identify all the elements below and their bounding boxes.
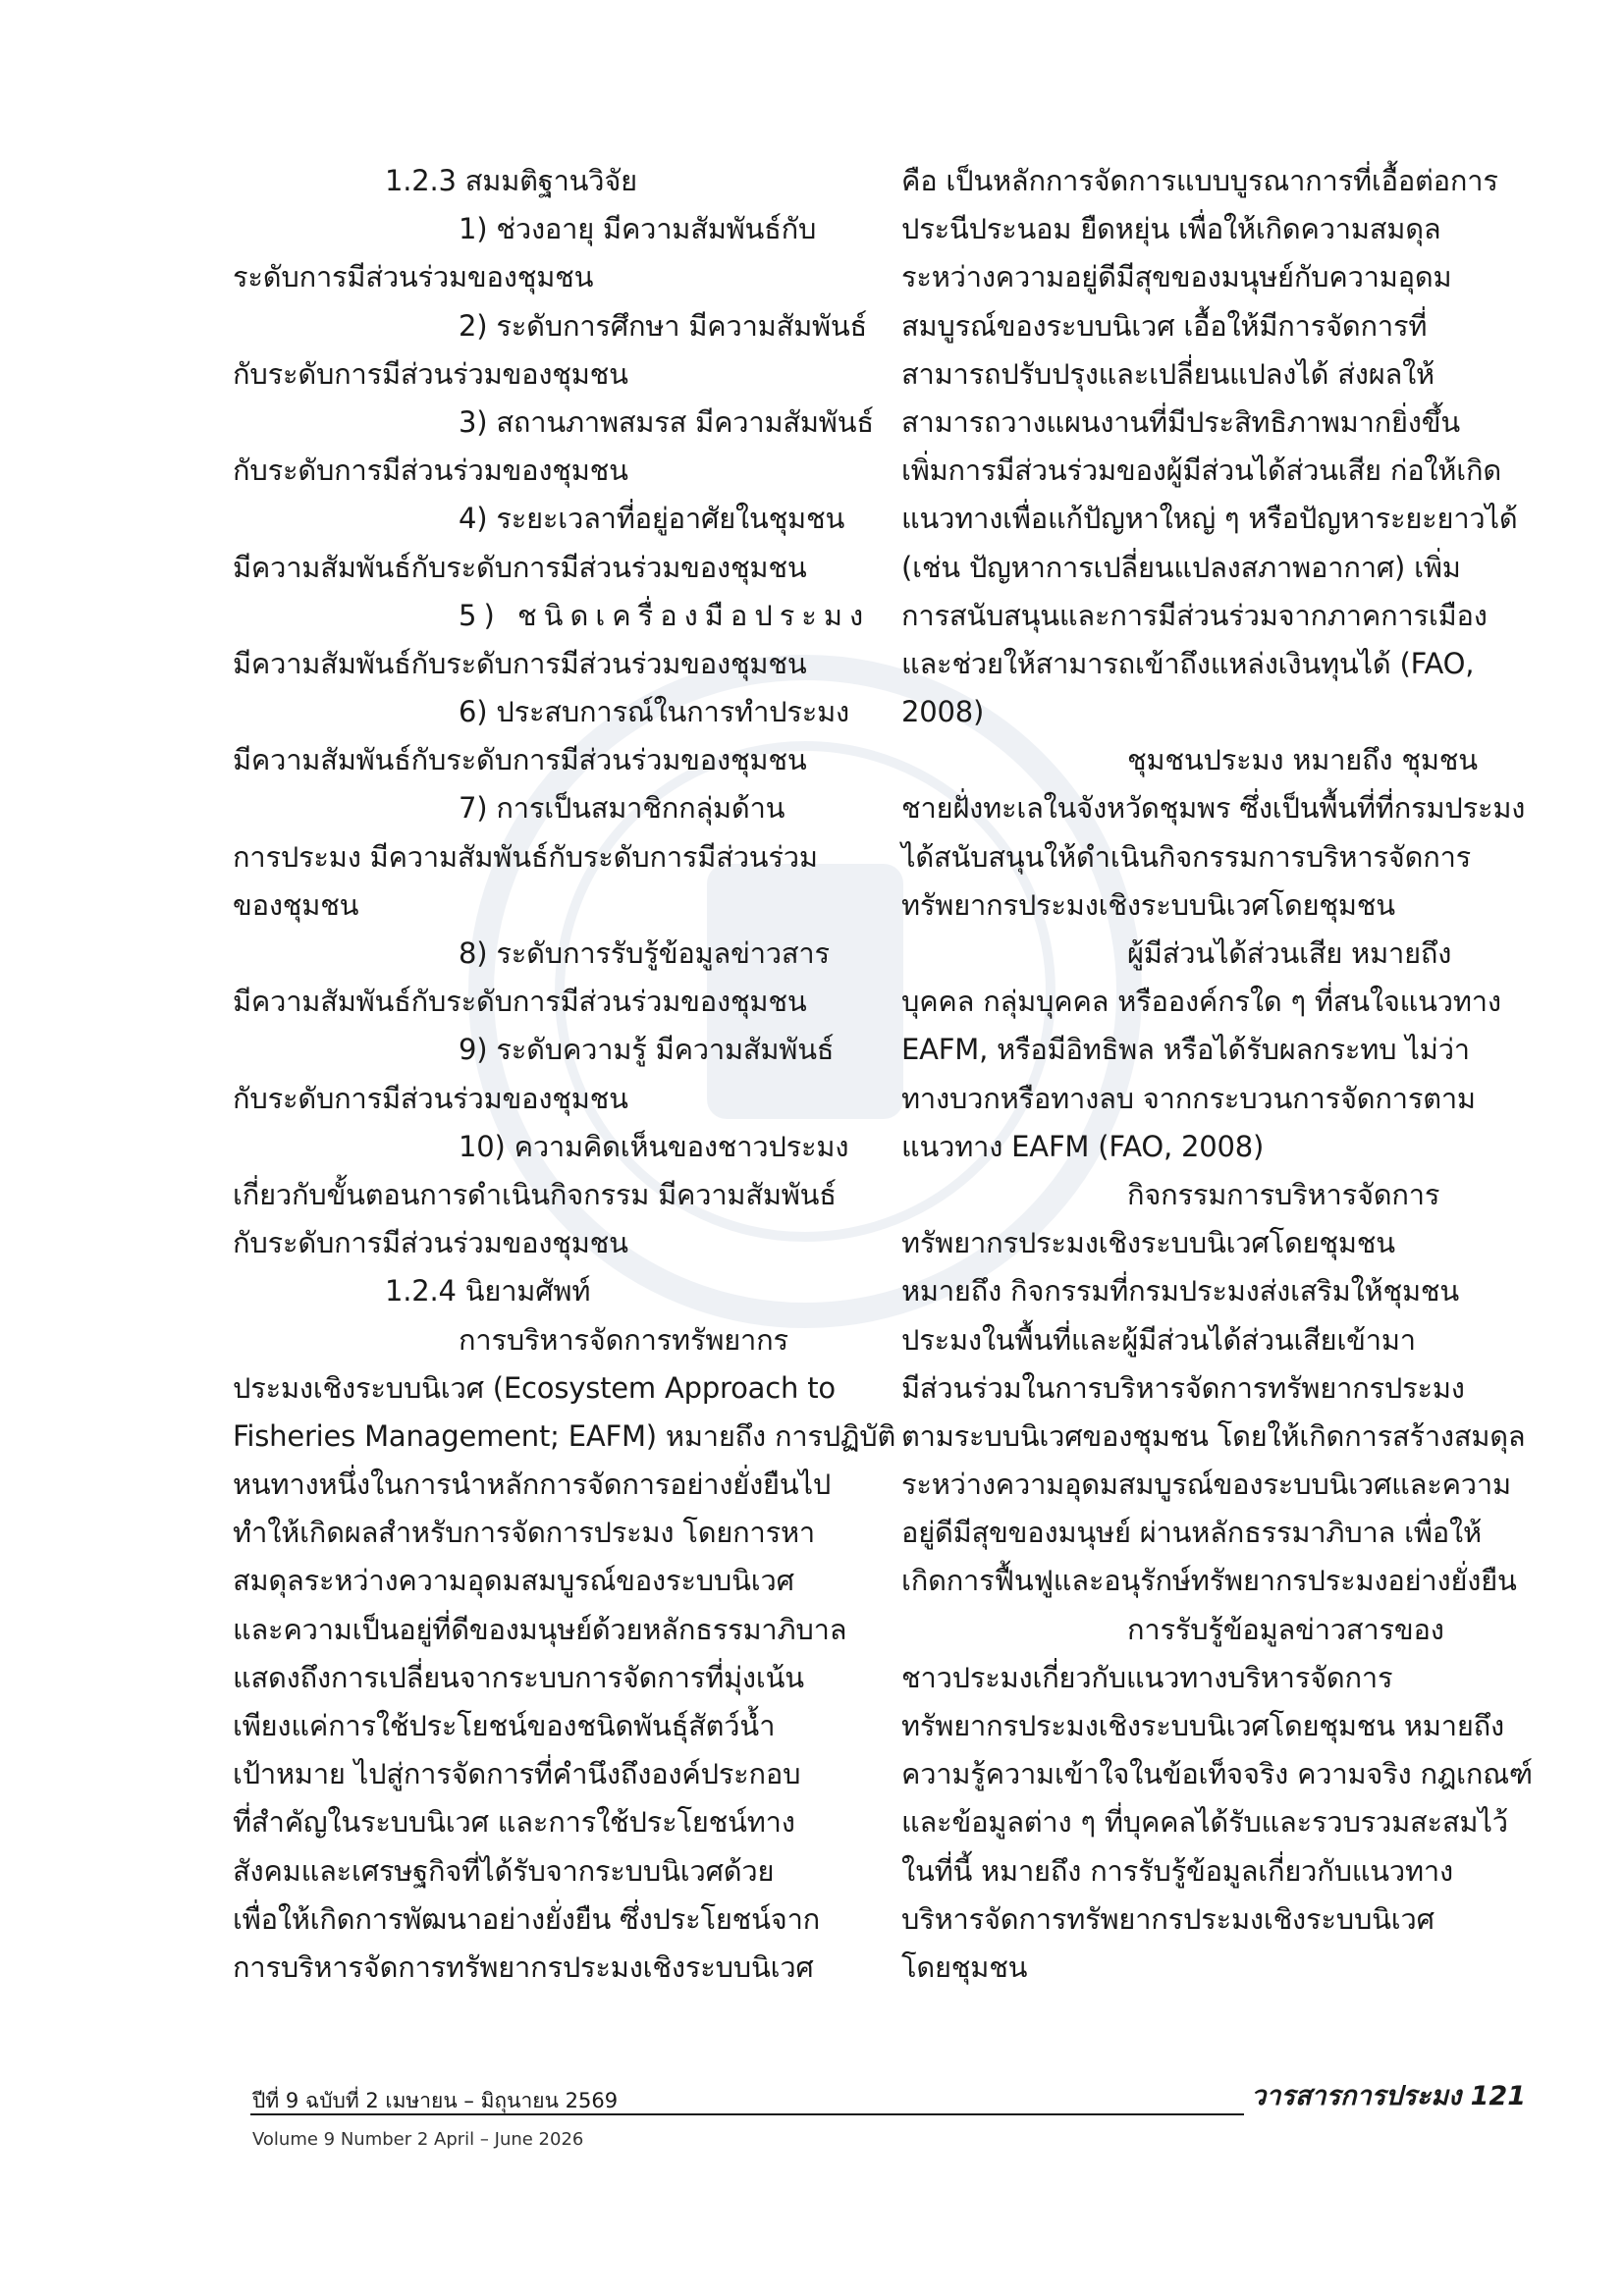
text-line: สมดุลระหว่างความอุดมสมบูรณ์ของระบบนิเวศ <box>233 1564 794 1598</box>
hypothesis-2-start: 2) ระดับการศึกษา มีความสัมพันธ์ <box>459 308 868 343</box>
term-management-activity: กิจกรรมการบริหารจัดการ <box>1127 1177 1440 1211</box>
text-line: ประมงในพื้นที่และผู้มีส่วนได้ส่วนเสียเข้ามา <box>901 1322 1416 1357</box>
text-line: สามารถวางแผนงานที่มีประสิทธิภาพมากยิ่งขึ้น <box>901 404 1461 439</box>
text-line: แนวทาง EAFM (FAO, 2008) <box>901 1129 1265 1163</box>
text-line: ทรัพยากรประมงเชิงระบบนิเวศโดยชุมชน <box>901 1226 1395 1260</box>
hypothesis-10-start: 10) ความคิดเห็นของชาวประมง <box>459 1129 849 1163</box>
text-line: เพียงแค่การใช้ประโยชน์ของชนิดพันธุ์สัตว์น้ำ <box>233 1709 776 1742</box>
text-line: มีความสัมพันธ์กับระดับการมีส่วนร่วมของชุมชน <box>233 550 807 584</box>
hypothesis-7-start: 7) การเป็นสมาชิกกลุ่มด้าน <box>459 791 785 826</box>
text-line: สังคมและเศรษฐกิจที่ได้รับจากระบบนิเวศด้วย <box>233 1853 775 1888</box>
text-line: ความรู้ความเข้าใจในข้อเท็จจริง ความจริง กฎเกณฑ์ <box>901 1757 1533 1791</box>
hypothesis-8-start: 8) ระดับการรับรู้ข้อมูลข่าวสาร <box>459 936 830 970</box>
text-line: ทำให้เกิดผลสำหรับการจัดการประมง โดยการหา <box>233 1516 815 1550</box>
text-line: สามารถปรับปรุงและเปลี่ยนแปลงได้ ส่งผลให้ <box>901 356 1435 391</box>
text-line: กับระดับการมีส่วนร่วมของชุมชน <box>233 356 628 391</box>
text-line: หมายถึง กิจกรรมที่กรมประมงส่งเสริมให้ชุมชน <box>901 1274 1459 1308</box>
text-line: สมบูรณ์ของระบบนิเวศ เอื้อให้มีการจัดการที่ <box>901 308 1428 343</box>
text-line: แนวทางเพื่อแก้ปัญหาใหญ่ ๆ หรือปัญหาระยะยาวได้ <box>901 502 1518 536</box>
subheading-definitions: 1.2.4 นิยามศัพท์ <box>385 1274 591 1308</box>
text-line: (เช่น ปัญหาการเปลี่ยนแปลงสภาพอากาศ) เพิ่ม <box>901 550 1461 584</box>
text-line: หนทางหนึ่งในการนำหลักการจัดการอย่างยั่งยืนไป <box>233 1468 832 1502</box>
text-line: บริหารจัดการทรัพยากรประมงเชิงระบบนิเวศ <box>901 1901 1435 1936</box>
text-line: EAFM, หรือมีอิทธิพล หรือได้รับผลกระทบ ไม่ว่า <box>901 1033 1470 1067</box>
text-line: 2008) <box>901 695 985 729</box>
text-line: มีส่วนร่วมในการบริหารจัดการทรัพยากรประมง <box>901 1370 1465 1405</box>
hypothesis-4-start: 4) ระยะเวลาที่อยู่อาศัยในชุมชน <box>459 502 845 536</box>
text-line: บุคคล กลุ่มบุคคล หรือองค์กรใด ๆ ที่สนใจแนวทาง <box>901 985 1501 1019</box>
hypothesis-1-start: 1) ช่วงอายุ มีความสัมพันธ์กับ <box>459 212 817 246</box>
text-line: Fisheries Management; EAFM) หมายถึง การปฏิบัติ <box>233 1418 896 1453</box>
hypothesis-3-start: 3) สถานภาพสมรส มีความสัมพันธ์ <box>459 404 874 439</box>
text-line: และความเป็นอยู่ที่ดีของมนุษย์ด้วยหลักธรรมาภิบาล <box>233 1612 847 1646</box>
text-line: ตามระบบนิเวศของชุมชน โดยให้เกิดการสร้างสมดุล <box>901 1418 1526 1453</box>
text-line: มีความสัมพันธ์กับระดับการมีส่วนร่วมของชุมชน <box>233 743 807 777</box>
text-line: อยู่ดีมีสุขของมนุษย์ ผ่านหลักธรรมาภิบาล เพื่อให้ <box>901 1516 1482 1550</box>
text-line: ระหว่างความอุดมสมบูรณ์ของระบบนิเวศและความ <box>901 1468 1511 1502</box>
text-line: ระดับการมีส่วนร่วมของชุมชน <box>233 260 594 294</box>
hypothesis-6-start: 6) ประสบการณ์ในการทำประมง <box>459 695 850 729</box>
text-line: มีความสัมพันธ์กับระดับการมีส่วนร่วมของชุมชน <box>233 985 807 1019</box>
footer-issue-thai: ปีที่ 9 ฉบับที่ 2 เมษายน – มิถุนายน 2569 <box>252 2089 619 2112</box>
footer-issue-english: Volume 9 Number 2 April – June 2026 <box>252 2129 584 2150</box>
text-line: โดยชุมชน <box>901 1949 1028 1984</box>
term-information-perception: การรับรู้ข้อมูลข่าวสารของ <box>1127 1612 1444 1646</box>
hypothesis-9-start: 9) ระดับความรู้ มีความสัมพันธ์ <box>459 1033 835 1067</box>
text-line: การประมง มีความสัมพันธ์กับระดับการมีส่วนร่วม <box>233 839 818 874</box>
text-line: และช่วยให้สามารถเข้าถึงแหล่งเงินทุนได้ (FAO, <box>901 646 1475 680</box>
text-line: ทางบวกหรือทางลบ จากกระบวนการจัดการตาม <box>901 1081 1476 1115</box>
hypothesis-5-start: 5) ชนิดเครื่องมือประมง <box>459 598 871 632</box>
footer-journal-page-number: วารสารการประมง 121 <box>1251 2081 1526 2111</box>
text-line: ทรัพยากรประมงเชิงระบบนิเวศโดยชุมชน <box>901 887 1395 922</box>
text-line: ประนีประนอม ยืดหยุ่น เพื่อให้เกิดความสมดุล <box>901 212 1441 246</box>
subheading-hypotheses: 1.2.3 สมมติฐานวิจัย <box>385 164 637 197</box>
text-line: ทรัพยากรประมงเชิงระบบนิเวศโดยชุมชน หมายถึง <box>901 1709 1504 1742</box>
text-line: กับระดับการมีส่วนร่วมของชุมชน <box>233 1081 628 1115</box>
text-line: การบริหารจัดการทรัพยากรประมงเชิงระบบนิเวศ <box>233 1949 814 1984</box>
text-line: เกิดการฟื้นฟูและอนุรักษ์ทรัพยากรประมงอย่างยั่งยืน <box>901 1564 1517 1598</box>
text-line: เพื่อให้เกิดการพัฒนาอย่างยั่งยืน ซึ่งประโยชน์จาก <box>233 1901 821 1936</box>
text-line: และข้อมูลต่าง ๆ ที่บุคคลได้รับและรวบรวมสะสมไว้ <box>901 1805 1508 1840</box>
text-line: ประมงเชิงระบบนิเวศ (Ecosystem Approach to <box>233 1370 836 1405</box>
left-column <box>233 157 896 1992</box>
right-column <box>901 157 1533 1992</box>
text-line: เพิ่มการมีส่วนร่วมของผู้มีส่วนได้ส่วนเสีย ก่อให้เกิด <box>901 454 1501 488</box>
text-line: มีความสัมพันธ์กับระดับการมีส่วนร่วมของชุมชน <box>233 646 807 680</box>
text-line: คือ เป็นหลักการจัดการแบบบูรณาการที่เอื้อต่อการ <box>901 164 1498 197</box>
text-line: ได้สนับสนุนให้ดำเนินกิจกรรมการบริหารจัดการ <box>901 839 1472 874</box>
text-line: ในที่นี้ หมายถึง การรับรู้ข้อมูลเกี่ยวกับแนวทาง <box>901 1853 1453 1888</box>
term-stakeholder: ผู้มีส่วนได้ส่วนเสีย หมายถึง <box>1127 936 1452 970</box>
text-line: เป้าหมาย ไปสู่การจัดการที่คำนึงถึงองค์ประกอบ <box>233 1757 801 1791</box>
text-line: ระหว่างความอยู่ดีมีสุขของมนุษย์กับความอุดม <box>901 260 1452 294</box>
text-line: กับระดับการมีส่วนร่วมของชุมชน <box>233 454 628 488</box>
text-line: แสดงถึงการเปลี่ยนจากระบบการจัดการที่มุ่งเน้น <box>233 1660 804 1694</box>
term-eafm: การบริหารจัดการทรัพยากร <box>459 1322 788 1357</box>
text-line: การสนับสนุนและการมีส่วนร่วมจากภาคการเมือง <box>901 598 1488 632</box>
text-line: ชายฝั่งทะเลในจังหวัดชุมพร ซึ่งเป็นพื้นที่ที่กรมประมง <box>901 791 1526 826</box>
text-line: ที่สำคัญในระบบนิเวศ และการใช้ประโยชน์ทาง <box>233 1805 795 1840</box>
footer-divider <box>250 2113 1244 2115</box>
text-line: กับระดับการมีส่วนร่วมของชุมชน <box>233 1226 628 1260</box>
text-line: ชาวประมงเกี่ยวกับแนวทางบริหารจัดการ <box>901 1660 1393 1694</box>
term-fishing-community: ชุมชนประมง หมายถึง ชุมชน <box>1127 743 1478 777</box>
text-line: ของชุมชน <box>233 887 359 922</box>
text-line: เกี่ยวกับขั้นตอนการดำเนินกิจกรรม มีความสัมพันธ์ <box>233 1177 837 1211</box>
